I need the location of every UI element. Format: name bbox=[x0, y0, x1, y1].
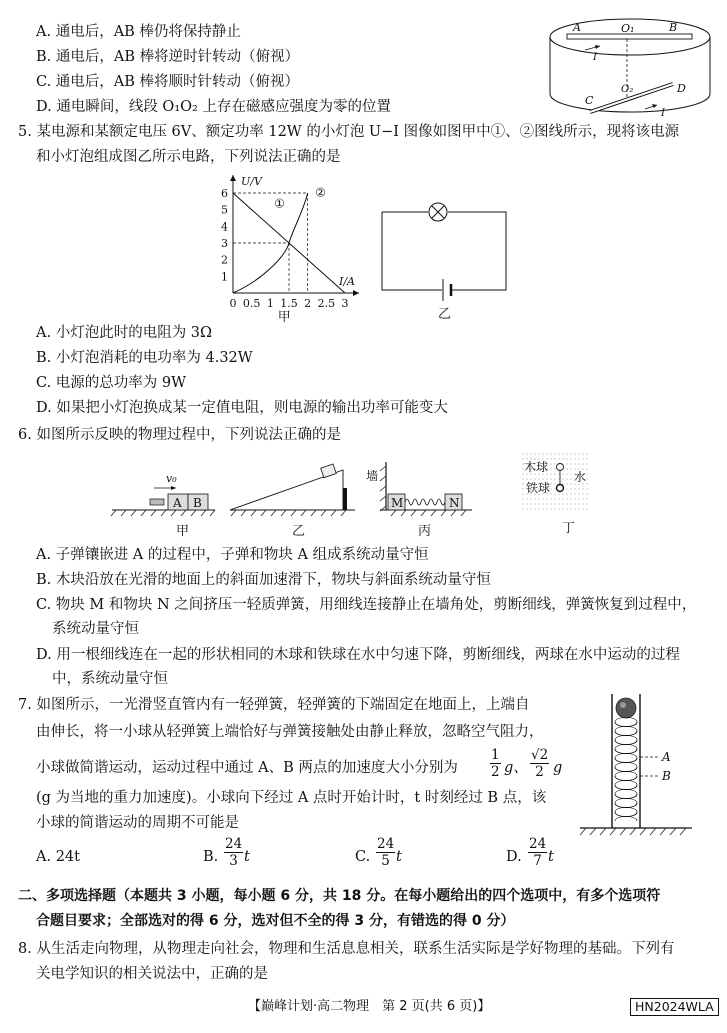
q7-line3: 小球做简谐运动，运动过程中通过 A、B 两点的加速度大小分别为 bbox=[36, 760, 458, 776]
q4-option-d: D. 通电瞬间，线段 O₁O₂ 上存在磁感应强度为零的位置 bbox=[36, 99, 391, 115]
x-axis-arrow bbox=[353, 290, 359, 296]
fig-label-jia1: 甲 bbox=[176, 524, 190, 539]
wood-ball-icon bbox=[557, 464, 564, 471]
series-1-label: ① bbox=[274, 196, 285, 211]
fig-label-d: D bbox=[677, 82, 686, 95]
fig-label-b: B bbox=[669, 21, 678, 34]
q7-option-d-frac bbox=[528, 836, 547, 869]
q7-line5: 小球的简谐运动的周期不可能是 bbox=[36, 815, 239, 831]
footer-page-info: 【巅峰计划·高二物理 第 2 页(共 6 页)】 bbox=[248, 999, 491, 1014]
frac-sqrt2-den: 2 bbox=[535, 764, 544, 780]
y-tick-label: 6 bbox=[221, 187, 228, 200]
fig-label-water: 水 bbox=[574, 470, 587, 484]
q5-stem-line1: 5. 某电源和某额定电压 6V、额定功率 12W 的小灯泡 U−I 图像如图甲中①、②图线所示，现将该电源 bbox=[18, 124, 680, 140]
fig-label-point-b: B bbox=[662, 769, 671, 783]
series-2-label: ② bbox=[315, 185, 326, 200]
x-axis-label: I/A bbox=[339, 275, 355, 288]
q5-option-b: B. 小灯泡消耗的电功率为 4.32W bbox=[36, 350, 253, 366]
fig-label-o1: O₁ bbox=[621, 22, 635, 35]
q7-option-c-frac bbox=[376, 836, 395, 869]
fig-ding bbox=[522, 452, 588, 536]
fig-label-n: N bbox=[449, 496, 460, 510]
fig-label-i2: I bbox=[661, 108, 665, 119]
q7-line2: 由伸长，将一小球从轻弹簧上端恰好与弹簧接触处由静止释放，忽略空气阻力， bbox=[36, 724, 544, 740]
optd-num: 24 bbox=[529, 836, 547, 852]
q7-option-d-label: D. bbox=[506, 849, 522, 865]
q4-cylinder-figure bbox=[545, 12, 715, 120]
frac-sqrt2 bbox=[530, 747, 549, 780]
q8-line2: 关电学知识的相关说法中，正确的是 bbox=[36, 966, 268, 982]
q6-option-c: C. 物块 M 和物块 N 之间挤压一轻质弹簧，用细线连接静止在墙角处，剪断细线，弹簧恢复到过程中， bbox=[36, 597, 697, 613]
optc-den: 5 bbox=[381, 853, 390, 869]
frac-half-den: 2 bbox=[491, 764, 500, 780]
q4-option-b: B. 通电后，AB 棒将逆时针转动（俯视） bbox=[36, 49, 300, 65]
y-axis-label: U/V bbox=[241, 175, 262, 188]
x-tick-label: 0 bbox=[229, 297, 237, 310]
y-tick-label: 1 bbox=[221, 270, 228, 284]
q7-option-b-frac bbox=[224, 836, 243, 869]
fig-label-v0: v₀ bbox=[166, 472, 177, 485]
x-tick-label: 2.5 bbox=[317, 297, 336, 310]
q4-option-a: A. 通电后，AB 棒仍将保持静止 bbox=[36, 24, 241, 40]
spring-coil-icon bbox=[615, 722, 637, 817]
fig-label-jia: 甲 bbox=[277, 310, 291, 325]
q5-circuit-figure bbox=[380, 200, 510, 320]
fig-yi bbox=[230, 464, 355, 539]
iron-ball-icon bbox=[557, 485, 564, 492]
fig-label-block-b: B bbox=[193, 496, 202, 510]
x-tick-label: 2 bbox=[304, 297, 312, 310]
fig-label-point-a: A bbox=[662, 750, 671, 764]
section2-heading-line2: 合题目要求；全部选对的得 6 分，选对但不全的得 3 分，有错选的得 0 分） bbox=[36, 913, 515, 929]
x-tick-label: 3 bbox=[341, 297, 349, 310]
q6-option-d: D. 用一根细线连在一起的形状相同的木球和铁球在水中匀速下降，剪断细线，两球在水中运动的过程 bbox=[36, 647, 680, 663]
optd-den: 7 bbox=[533, 853, 542, 869]
fig-label-i1: I bbox=[593, 52, 597, 63]
optb-den: 3 bbox=[229, 853, 238, 869]
fig-jia bbox=[111, 472, 215, 539]
fig-label-ding: 丁 bbox=[562, 521, 576, 536]
q6-figures bbox=[110, 450, 590, 540]
q5-option-d: D. 如果把小灯泡换成某一定值电阻，则电源的输出功率可能变大 bbox=[36, 400, 448, 416]
q6-stem: 6. 如图所示反映的物理过程中，下列说法正确的是 bbox=[18, 427, 341, 443]
fig-label-iron: 铁球 bbox=[526, 481, 551, 495]
q7-option-a: A. 24t bbox=[36, 849, 80, 865]
frac-sqrt2-num: √2 bbox=[531, 747, 549, 763]
q5-ui-chart bbox=[215, 165, 375, 325]
fig-label-wall: 墙 bbox=[366, 469, 379, 483]
q4-option-c: C. 通电后，AB 棒将顺时针转动（俯视） bbox=[36, 74, 300, 90]
fig-label-yi: 乙 bbox=[438, 307, 452, 322]
x-tick-label: 1.5 bbox=[280, 297, 298, 310]
fig-label-c: C bbox=[585, 94, 594, 107]
q6-option-c-cont: 系统动量守恒 bbox=[52, 621, 139, 637]
spring-icon bbox=[405, 499, 445, 505]
q7-option-c-label: C. bbox=[355, 849, 371, 865]
q7-spring-figure bbox=[576, 692, 696, 837]
q7-option-b-t: t bbox=[244, 849, 250, 865]
q5-option-a: A. 小灯泡此时的电阻为 3Ω bbox=[36, 325, 213, 341]
q6-option-a: A. 子弹镶嵌进 A 的过程中，子弹和物块 A 组成系统动量守恒 bbox=[36, 547, 429, 563]
fig-bing bbox=[366, 462, 472, 539]
optc-num: 24 bbox=[377, 836, 395, 852]
y-tick-label: 3 bbox=[221, 237, 228, 250]
q7-line4: (g 为当地的重力加速度)。小球向下经过 A 点时开始计时，t 时刻经过 B 点，该 bbox=[36, 790, 547, 806]
frac-half-num: 1 bbox=[491, 747, 500, 763]
fig-label-yi2: 乙 bbox=[292, 524, 306, 539]
x-tick-label: 0.5 bbox=[242, 297, 261, 310]
y-tick-label: 2 bbox=[221, 253, 228, 267]
q8-line1: 8. 从生活走向物理，从物理走向社会，物理和生活息息相关，联系生活实际是学好物理的基础。下列有 bbox=[18, 941, 675, 957]
fig-label-wood: 木球 bbox=[524, 460, 549, 474]
fig-label-o2: O₂ bbox=[621, 84, 634, 95]
x-tick-label: 1 bbox=[266, 297, 274, 310]
q7-g2: g bbox=[553, 760, 563, 776]
fig-label-bing: 丙 bbox=[418, 524, 432, 539]
q5-option-c: C. 电源的总功率为 9W bbox=[36, 375, 187, 391]
frac-half bbox=[490, 747, 501, 780]
bullet-icon bbox=[150, 499, 164, 505]
y-tick-label: 5 bbox=[221, 203, 228, 217]
fig-label-m: M bbox=[391, 496, 404, 510]
fig-label-block-a: A bbox=[173, 496, 182, 510]
q6-option-d-cont: 中，系统动量守恒 bbox=[52, 671, 168, 687]
footer-code: HN2024WLA bbox=[630, 998, 719, 1016]
q6-option-b: B. 木块沿放在光滑的地面上的斜面加速滑下，物块与斜面系统动量守恒 bbox=[36, 572, 491, 588]
section2-heading-line1: 二、多项选择题（本题共 3 小题，每小题 6 分，共 18 分。在每小题给出的四个选项中，有多个选项符 bbox=[18, 888, 661, 904]
optb-num: 24 bbox=[225, 836, 243, 852]
q7-option-d-t: t bbox=[548, 849, 554, 865]
q7-option-c-t: t bbox=[396, 849, 402, 865]
q7-line1: 7. 如图所示，一光滑竖直管内有一轻弹簧，轻弹簧的下端固定在地面上，上端自 bbox=[18, 697, 530, 713]
y-tick-label: 4 bbox=[221, 220, 228, 234]
y-axis-arrow bbox=[230, 175, 236, 181]
q7-option-b-label: B. bbox=[203, 849, 219, 865]
q7-g1: g、 bbox=[504, 760, 528, 776]
ball-icon bbox=[616, 698, 636, 718]
q5-stem-line2: 和小灯泡组成图乙所示电路，下列说法正确的是 bbox=[36, 149, 341, 165]
fig-label-a: A bbox=[573, 21, 581, 34]
